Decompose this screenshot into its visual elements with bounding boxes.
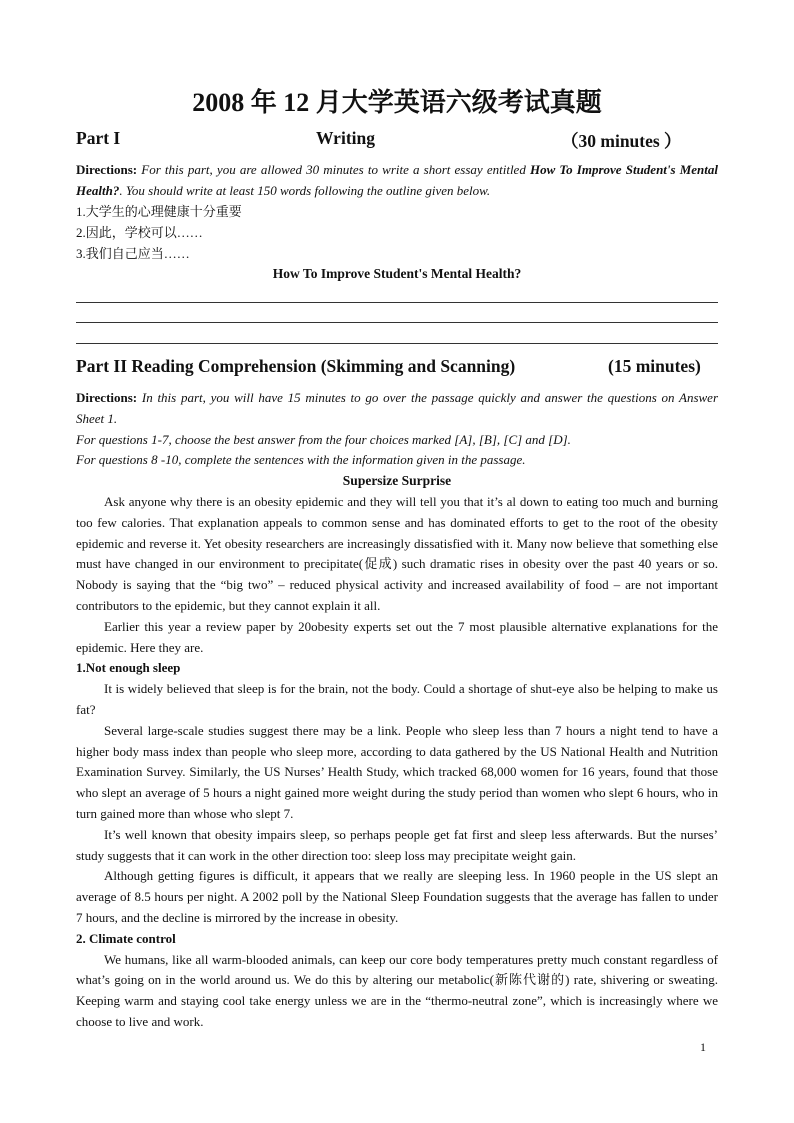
exam-title: 2008 年 12 月大学英语六级考试真题 — [192, 88, 602, 117]
essay-outline — [76, 201, 718, 264]
part2-time: (15 minutes) — [608, 356, 701, 376]
part1-section: Writing — [316, 128, 375, 148]
part2-instruction-choice: For questions 1-7, choose the best answer from the four choices marked [A], [B], [C] and [D]. — [76, 431, 571, 447]
answer-line — [76, 343, 718, 344]
part1-directions-text-b: . You should write at least 150 words following the outline given below. — [119, 182, 491, 198]
part1-directions-label: Directions: — [76, 162, 138, 177]
section-heading-climate: 2. Climate control — [76, 930, 176, 946]
part1-heading — [76, 128, 718, 152]
section-heading-sleep: 1.Not enough sleep — [76, 660, 181, 676]
paragraph: It is widely believed that sleep is for the brain, not the body. Could a shortage of shut-eye also be helping to make us fat? — [76, 681, 718, 717]
paragraph: It’s well known that obesity impairs sleep, so perhaps people get fat first and sleep less afterwards. But the nurses’ study suggests that it can work in the other direction too: sleep loss may precipitate weight gain. — [76, 826, 718, 863]
outline-item: 1.大学生的心理健康十分重要 — [76, 204, 242, 219]
part1-directions-text-a: For this part, you are allowed 30 minutes to write a short essay entitled — [137, 162, 530, 177]
paragraph: Several large-scale studies suggest there may be a link. People who sleep less than 7 hours a night tend to have a higher body mass index than people who sleep more, according to data gathered by the US National Health and Nutrition Examination Survey. Similarly, the US Nurses’ Health Study, which tracked 68,000 women for 16 years, found that those who slept an average of 5 hours a night gained more weight during the study period than women who slept 6 hours, who in turn gained more than whose who slept 7. — [76, 722, 718, 821]
answer-line — [76, 322, 718, 323]
part2-directions-text: In this part, you will have 15 minutes to go over the passage quickly and answer the questions on Answer Sheet 1. — [76, 390, 718, 426]
part1-time: （30 minutes ） — [561, 131, 682, 151]
part2-directions-label: Directions: — [76, 390, 138, 405]
part1-label: Part I — [76, 128, 121, 148]
page-number: 1 — [700, 1040, 706, 1054]
part1-directions — [76, 160, 718, 202]
part2-directions — [76, 388, 718, 471]
part2-directions-main — [76, 388, 718, 430]
paragraph: We humans, like all warm-blooded animals, can keep our core body temperatures pretty much constant regardless of what’s going on in the world around us. We do this by altering our metabolic(新陈代谢的) rate, shivering or sweating. Keeping warm and staying cool take energy unless we are in the “thermo-neutral zone”, which is increasingly where we choose to live and work. — [76, 951, 718, 1029]
outline-item: 3.我们自己应当…… — [76, 246, 190, 261]
part2-title: Part II Reading Comprehension (Skimming and Scanning) — [76, 356, 516, 376]
passage-body — [76, 492, 718, 1033]
paragraph: Earlier this year a review paper by 20obesity experts set out the 7 most plausible alternative explanations for the epidemic. Here they are. — [76, 618, 718, 655]
outline-item: 2.因此，学校可以…… — [76, 225, 203, 240]
answer-line — [76, 302, 718, 303]
paragraph: Although getting figures is difficult, it appears that we really are sleeping less. In 1960 people in the US slept an average of 8.5 hours per night. A 2002 poll by the National Sleep Foundation suggests that the average has fallen to under 7 hours, and the decline is mirrored by the increase in obesity. — [76, 868, 718, 925]
part2-instruction-complete: For questions 8 -10, complete the sentences with the information given in the passage. — [76, 452, 526, 468]
passage-title: Supersize Surprise — [342, 473, 452, 488]
essay-title: How To Improve Student's Mental Health? — [272, 266, 522, 281]
part1-essay-title-inline: How To Improve Student's Mental Health? — [76, 162, 719, 198]
part2-heading — [76, 356, 718, 377]
paragraph: Ask anyone why there is an obesity epidemic and they will tell you that it’s al down to eating too much and burning too few calories. That explanation appeals to common sense and has dominated efforts to get to the root of the obesity epidemic and reverse it. Yet obesity researchers are increasingly dissatisfied with it. Many now believe that something else must have changed in our environment to precipitate(促成) such dramatic rises in obesity over the past 40 years or so. Nobody is saying that the “big two” – reduced physical activity and increased availability of food – are not important contributors to the epidemic, but they cannot explain it all. — [76, 494, 718, 613]
